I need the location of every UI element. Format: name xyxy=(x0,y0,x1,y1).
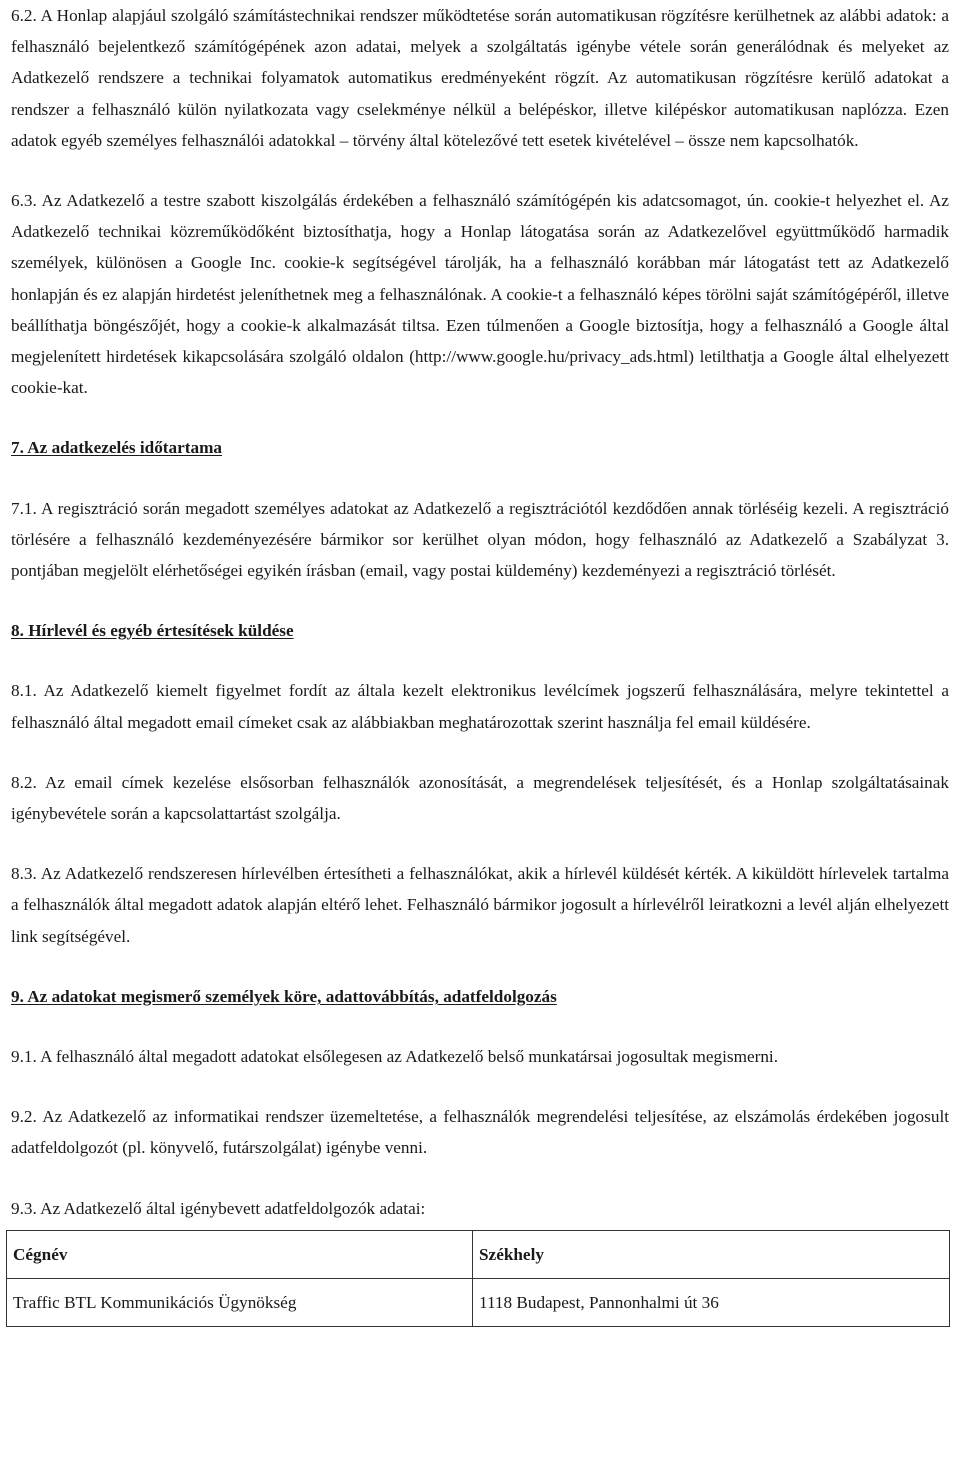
header-company-name: Cégnév xyxy=(7,1230,473,1278)
paragraph-9-3: 9.3. Az Adatkezelő által igénybevett adatfeldolgozók adatai: xyxy=(11,1198,426,1218)
table-row xyxy=(7,1278,950,1326)
paragraph-6-3: 6.3. Az Adatkezelő a testre szabott kiszolgálás érdekében a felhasználó számítógépén kis adatcsomagot, ún. cookie-t helyezhet el. Az Adatkezelő technikai közreműködőként biztosíthatja, hogy a Honlap látogatása során az Adatkezelővel együttműködő harmadik személyek, különösen a Google Inc. cookie-k segítségével tárolják, ha a felhasználó korábban már látogatást tett az Adatkezelő honlapján és ez alapján hirdetést jeleníthetnek meg a felhasználónak. A cookie-t a felhasználó képes törölni saját számítógépéről, illetve beállíthatja böngészőjét, hogy a cookie-k alkalmazását tiltsa. Ezen túlmenően a Google biztosítja, hogy a felhasználó a Google által megjelenített hirdetések kikapcsolására szolgáló oldalon (http://www.google.hu/privacy_ads.html) letilthatja a Google által elhelyezett cookie-kat. xyxy=(11,191,949,398)
heading-section-7: 7. Az adatkezelés időtartama xyxy=(11,438,222,458)
spacer xyxy=(11,1012,949,1041)
spacer xyxy=(11,464,949,493)
processor-table xyxy=(6,1230,950,1327)
paragraph-8-2: 8.2. Az email címek kezelése elsősorban felhasználók azonosítását, a megrendelések teljesítését, és a Honlap szolgáltatásainak igénybevétele során a kapcsolattartást szolgálja. xyxy=(11,772,949,824)
spacer xyxy=(11,646,949,675)
paragraph-9-2: 9.2. Az Adatkezelő az informatikai rendszer üzemeltetése, a felhasználók megrendelési teljesítése, az elszámolás érdekében jogosult adatfeldolgozót (pl. könyvelő, futárszolgálat) igénybe venni. xyxy=(11,1107,949,1158)
spacer xyxy=(11,738,949,767)
spacer xyxy=(11,829,949,858)
paragraph-8-3: 8.3. Az Adatkezelő rendszeresen hírlevélben értesítheti a felhasználókat, akik a hírlevél küldését kérték. A kiküldött hírlevelek tartalma a felhasználók által megadott adatok alapján eltérő lehet. Felhasználó bármikor jogosult a hírlevélről leiratkozni a levél alján elhelyezett link segítségével. xyxy=(11,864,949,946)
spacer xyxy=(11,1164,949,1193)
heading-section-9: 9. Az adatokat megismerő személyek köre, adattovábbítás, adatfeldolgozás xyxy=(11,986,557,1006)
spacer xyxy=(11,952,949,981)
cell-company-name: Traffic BTL Kommunikációs Ügynökség xyxy=(7,1278,473,1326)
header-headquarters: Székhely xyxy=(473,1230,950,1278)
paragraph-6-2: 6.2. A Honlap alapjául szolgáló számítástechnikai rendszer működtetése során automatikusan rögzítésre kerülhetnek az alábbi adatok: a felhasználó bejelentkező számítógépének azon adatai, melyek a szolgáltatás igénybe vétele során generálódnak és melyeket az Adatkezelő rendszere a technikai folyamatok automatikus eredményeként rögzít. Az automatikusan rögzítésre kerülő adatokat a rendszer a felhasználó külön nyilatkozata vagy cselekménye nélkül a belépéskor, illetve kilépéskor automatikusan naplózza. Ezen adatok egyéb személyes felhasználói adatokkal – törvény által kötelezővé tett esetek kivételével – össze nem kapcsolhatók. xyxy=(11,6,949,150)
spacer xyxy=(11,586,949,615)
spacer xyxy=(11,156,949,185)
cell-headquarters: 1118 Budapest, Pannonhalmi út 36 xyxy=(473,1278,950,1326)
paragraph-7-1: 7.1. A regisztráció során megadott személyes adatokat az Adatkezelő a regisztrációtól kezdődően annak törléséig kezeli. A regisztráció törlésére a felhasználó kezdeményezésére bármikor sor kerülhet olyan módon, hogy felhasználó az Adatkezelő a Szabályzat 3. pontjában megjelölt elérhetőségei egyikén írásban (email, vagy postai küldemény) kezdeményezi a regisztráció törlését. xyxy=(11,498,949,581)
spacer xyxy=(11,403,949,432)
paragraph-8-1: 8.1. Az Adatkezelő kiemelt figyelmet fordít az általa kezelt elektronikus levélcímek jogszerű felhasználására, melyre tekintettel a felhasználó által megadott email címeket csak az alábbiakban meghatározottak szerint használja fel email küldésére. xyxy=(11,681,949,732)
spacer xyxy=(11,1072,949,1101)
table-header-row xyxy=(7,1230,950,1278)
paragraph-9-1: 9.1. A felhasználó által megadott adatokat elsőlegesen az Adatkezelő belső munkatársai jogosultak megismerni. xyxy=(11,1047,778,1067)
heading-section-8: 8. Hírlevél és egyéb értesítések küldése xyxy=(11,621,294,641)
